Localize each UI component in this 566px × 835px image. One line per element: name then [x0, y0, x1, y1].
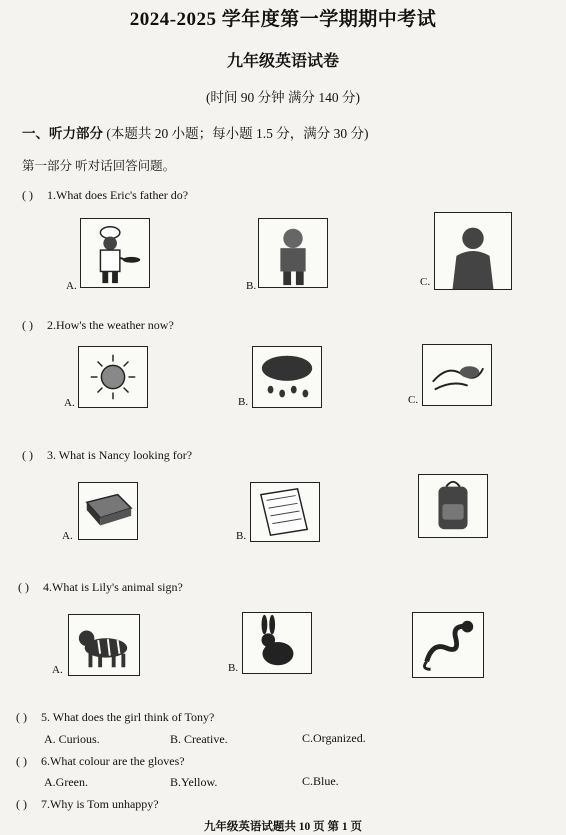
dragon-picture [412, 612, 484, 678]
choice-c[interactable]: C.Blue. [302, 774, 339, 788]
question-text: 5. What does the girl think of Tony? [41, 710, 215, 724]
backpack-picture [418, 474, 488, 538]
exam-title: 2024-2025 学年度第一学期期中考试 [129, 9, 437, 30]
option-label-c: C. [408, 394, 419, 406]
section-heading [22, 122, 369, 142]
question-7 [16, 797, 159, 812]
wind-picture [422, 344, 492, 406]
book-picture [78, 482, 138, 540]
rabbit-icon [243, 613, 311, 673]
question-text: 3. What is Nancy looking for? [47, 448, 193, 462]
choice-a[interactable]: A.Green. [44, 775, 88, 789]
option-label-a: A. [52, 664, 63, 676]
answer-paren[interactable]: ( ) [22, 188, 33, 202]
answer-paren[interactable]: ( ) [18, 580, 29, 594]
question-text: 2.How's the weather now? [47, 318, 174, 332]
exam-time-info: (时间 90 分钟 满分 140 分) [205, 90, 361, 105]
question-4 [18, 580, 183, 595]
book-icon [79, 483, 137, 539]
backpack-icon [419, 475, 487, 537]
section-title: 一、听力部分 [22, 126, 103, 141]
doctor-picture [258, 218, 328, 288]
answer-paren[interactable]: ( ) [22, 318, 33, 332]
newspaper-icon [251, 483, 319, 541]
question-text: 1.What does Eric's father do? [47, 188, 189, 202]
answer-paren[interactable]: ( ) [16, 754, 27, 768]
part-title: 第一部分 听对话回答问题。 [22, 159, 176, 173]
exam-subtitle: 九年级英语试卷 [226, 53, 339, 70]
question-text: 6.What colour are the gloves? [41, 754, 185, 768]
sun-picture [78, 346, 148, 408]
question-1 [22, 188, 188, 203]
page-footer: 九年级英语试题共 10 页 第 1 页 [203, 821, 363, 833]
newspaper-picture [250, 482, 320, 542]
answer-paren[interactable]: ( ) [22, 448, 33, 462]
question-2 [22, 318, 174, 333]
option-label-a: A. [64, 397, 75, 409]
option-label-b: B. [246, 280, 257, 292]
boy-icon [259, 219, 327, 287]
choice-b[interactable]: B. Creative. [170, 732, 228, 746]
question-6 [16, 754, 185, 769]
answer-paren[interactable]: ( ) [16, 797, 27, 811]
chef-picture [80, 218, 150, 288]
worker-picture [434, 212, 512, 290]
rain-picture [252, 346, 322, 408]
question-5 [16, 710, 214, 725]
sun-icon [79, 347, 147, 407]
option-label-b: B. [238, 396, 249, 408]
question-text: 7.Why is Tom unhappy? [41, 797, 159, 811]
rabbit-picture [242, 612, 312, 674]
tiger-picture [68, 614, 140, 676]
answer-paren[interactable]: ( ) [16, 710, 27, 724]
wind-icon [423, 345, 491, 405]
man-icon [435, 213, 511, 289]
option-label-a: A. [62, 530, 73, 542]
option-label-b: B. [236, 530, 247, 542]
question-3 [22, 448, 192, 463]
choice-c[interactable]: C.Organized. [302, 731, 366, 745]
option-label-b: B. [228, 662, 239, 674]
dragon-icon [413, 613, 483, 677]
question-text: 4.What is Lily's animal sign? [43, 580, 183, 594]
chef-icon [81, 219, 149, 287]
choice-a[interactable]: A. Curious. [44, 732, 100, 746]
section-note: (本题共 20 小题；每小题 1.5 分，满分 30 分) [106, 126, 369, 141]
option-label-c: C. [420, 276, 431, 288]
option-label-a: A. [66, 280, 77, 292]
choice-b[interactable]: B.Yellow. [170, 775, 218, 789]
rain-cloud-icon [253, 347, 321, 407]
tiger-icon [69, 615, 139, 675]
